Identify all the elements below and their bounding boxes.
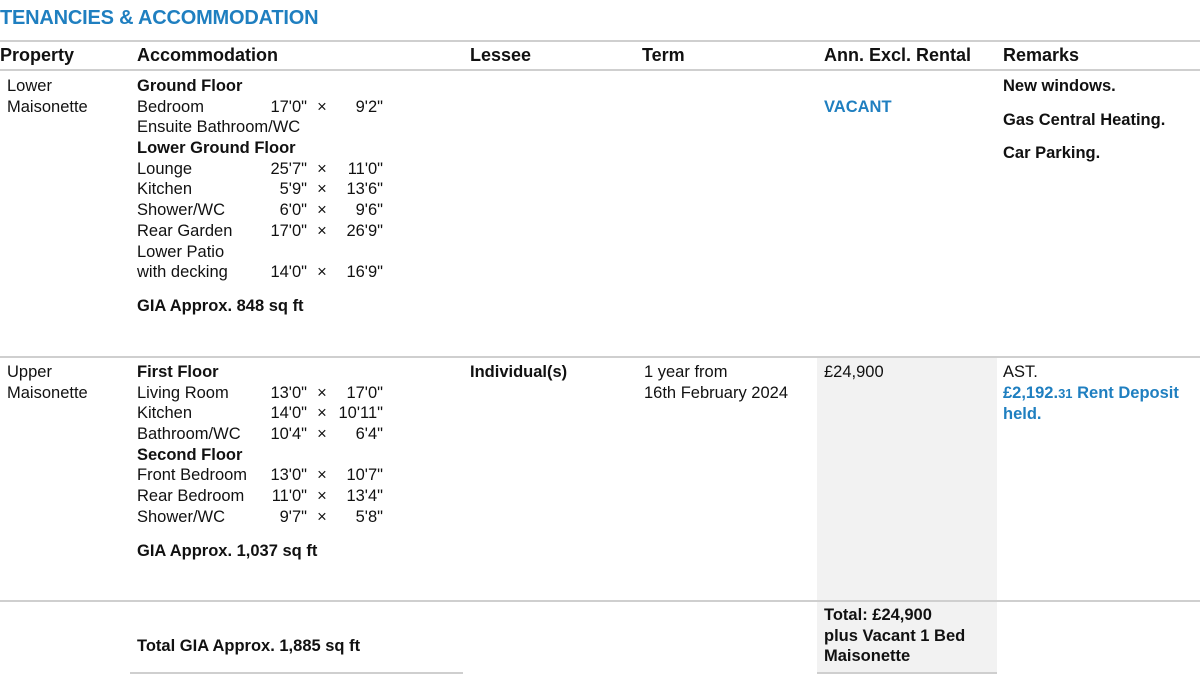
room-dim-times: × [317, 159, 327, 178]
lower-remarks [1003, 76, 1165, 177]
header-accommodation: Accommodation [137, 45, 279, 65]
room-row [137, 383, 457, 404]
room-row [137, 465, 457, 486]
header-remarks: Remarks [1003, 45, 1080, 65]
upper-deposit-main: £2,192. [1003, 383, 1059, 402]
upper-term [644, 362, 788, 403]
room-dim-times [307, 242, 337, 263]
upper-gia: GIA Approx. 1,037 sq ft [137, 541, 318, 560]
room-name: Rear Garden [137, 221, 233, 240]
room-dim-width [337, 242, 383, 263]
room-dim-width: 26'9" [346, 221, 383, 240]
room-name: Kitchen [137, 180, 193, 199]
room-dim-width: 11'0" [347, 159, 383, 178]
header-term: Term [642, 45, 685, 65]
room-dim-width: 10'7" [346, 466, 383, 485]
header-top-rule [0, 40, 1200, 42]
room-name: Shower/WC [137, 507, 226, 526]
room-row [137, 179, 457, 200]
lower-accommodation [137, 76, 457, 317]
lower-property [7, 76, 88, 117]
room-name: Lower Patio [137, 242, 225, 261]
room-dim-length: 11'0" [271, 487, 307, 506]
room-row [137, 221, 457, 242]
room-row [137, 200, 457, 221]
row-divider-1 [0, 356, 1200, 358]
upper-rental: £24,900 [824, 363, 884, 381]
room-dim-length: 17'0" [270, 221, 307, 240]
lower-remark-2: Gas Central Heating. [1003, 110, 1166, 129]
upper-deposit [1003, 383, 1198, 405]
room-dim-times: × [317, 201, 327, 220]
room-row [137, 486, 457, 507]
room-dim-length: 9'7" [279, 507, 307, 526]
room-dim-length [257, 242, 307, 263]
total-rental-line1: Total: £24,900 [824, 606, 932, 624]
upper-property [7, 362, 88, 403]
upper-deposit-pence: 31 [1058, 385, 1073, 401]
room-name: with decking [137, 263, 228, 282]
room-dim-times: × [317, 487, 327, 506]
upper-term-line2: 16th February 2024 [644, 383, 789, 402]
upper-accommodation [137, 362, 457, 561]
upper-rooms-second [137, 465, 457, 527]
room-dim-length [257, 117, 307, 138]
room-dim-width: 6'4" [355, 425, 383, 444]
total-gia: Total GIA Approx. 1,885 sq ft [137, 637, 361, 655]
room-dim-times [307, 117, 337, 138]
room-dim-length: 10'4" [270, 425, 307, 444]
upper-term-line1: 1 year from [644, 363, 728, 381]
upper-property-line2: Maisonette [7, 383, 88, 402]
room-row [137, 424, 457, 445]
room-name: Lounge [137, 159, 193, 178]
lower-floor-lower-ground: Lower Ground Floor [137, 139, 296, 158]
upper-rooms-first [137, 383, 457, 445]
room-dim-width: 9'6" [355, 201, 383, 220]
lower-floor-ground: Ground Floor [137, 77, 243, 95]
lower-remark-3: Car Parking. [1003, 144, 1101, 163]
room-dim-times: × [317, 507, 327, 526]
total-rental-rule [817, 672, 997, 674]
room-name: Rear Bedroom [137, 487, 245, 506]
lower-gia: GIA Approx. 848 sq ft [137, 296, 304, 315]
room-name: Kitchen [137, 404, 193, 423]
room-row [137, 242, 457, 263]
upper-floor-second: Second Floor [137, 445, 243, 464]
room-dim-width [337, 117, 383, 138]
room-dim-length: 17'0" [270, 97, 307, 116]
header-bottom-rule [0, 69, 1200, 71]
room-row [137, 403, 457, 424]
room-dim-times: × [317, 404, 327, 423]
upper-deposit-line2: held. [1003, 405, 1042, 424]
total-rental-line2: plus Vacant 1 Bed [824, 626, 966, 645]
lower-property-line2: Maisonette [7, 97, 88, 116]
page-title: TENANCIES & ACCOMMODATION [0, 7, 319, 29]
room-name: Front Bedroom [137, 466, 248, 485]
header-property: Property [0, 45, 75, 65]
room-dim-width: 16'9" [346, 263, 383, 282]
upper-remark-type: AST. [1003, 363, 1038, 381]
upper-lessee: Individual(s) [470, 363, 568, 381]
room-dim-times: × [317, 263, 327, 282]
room-name: Bedroom [137, 97, 204, 116]
lower-rooms-lower-ground [137, 159, 457, 283]
room-row [137, 117, 457, 138]
total-gia-rule [130, 672, 463, 674]
room-dim-length: 5'9" [279, 180, 307, 199]
room-dim-times: × [317, 425, 327, 444]
room-dim-width: 13'4" [346, 487, 383, 506]
room-dim-length: 6'0" [279, 201, 307, 220]
upper-deposit-rest: Rent Deposit [1072, 383, 1179, 402]
room-row [137, 159, 457, 180]
rental-shade-upper [817, 358, 997, 600]
lower-property-line1: Lower [7, 77, 52, 95]
header-rental: Ann. Excl. Rental [824, 45, 972, 65]
room-dim-times: × [317, 180, 327, 199]
room-dim-times: × [317, 466, 327, 485]
room-dim-width: 17'0" [346, 383, 383, 402]
total-rental [824, 605, 965, 667]
room-row [137, 97, 457, 118]
room-name: Bathroom/WC [137, 425, 241, 444]
room-row [137, 507, 457, 528]
header-lessee: Lessee [470, 45, 532, 65]
room-name: Living Room [137, 383, 229, 402]
room-dim-width: 5'8" [355, 507, 383, 526]
lower-rental-vacant: VACANT [824, 98, 892, 116]
upper-property-line1: Upper [7, 363, 52, 381]
room-dim-width: 10'11" [338, 404, 383, 423]
room-row [137, 262, 457, 283]
room-dim-length: 13'0" [270, 383, 307, 402]
room-dim-width: 13'6" [346, 180, 383, 199]
lower-remark-1: New windows. [1003, 77, 1116, 95]
row-divider-2 [0, 600, 1200, 602]
room-dim-times: × [317, 383, 327, 402]
upper-floor-first: First Floor [137, 363, 219, 381]
room-dim-length: 25'7" [270, 159, 307, 178]
total-rental-line3: Maisonette [824, 647, 911, 666]
room-dim-length: 14'0" [270, 263, 307, 282]
upper-remarks [1003, 362, 1198, 425]
room-dim-width: 9'2" [355, 97, 383, 116]
room-name: Ensuite Bathroom/WC [137, 118, 301, 137]
room-name: Shower/WC [137, 201, 226, 220]
room-dim-times: × [317, 97, 327, 116]
room-dim-length: 13'0" [270, 466, 307, 485]
lower-rooms-ground [137, 97, 457, 138]
room-dim-length: 14'0" [270, 404, 307, 423]
room-dim-times: × [317, 221, 327, 240]
